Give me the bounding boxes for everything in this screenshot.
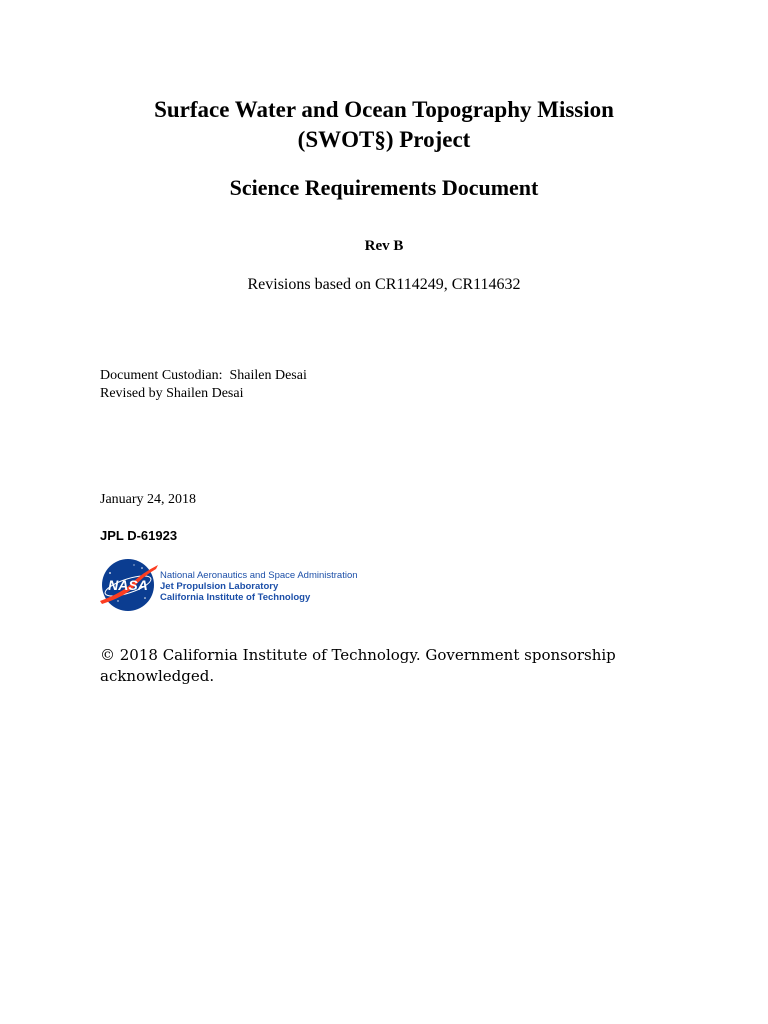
copyright-notice: © 2018 California Institute of Technology. Government sponsorship acknowledged. bbox=[100, 646, 616, 685]
nasa-meatball-icon bbox=[98, 557, 158, 613]
logo-line-nasa: National Aeronautics and Space Administration bbox=[160, 570, 358, 581]
document-date: January 24, 2018 bbox=[100, 492, 197, 507]
nasa-logotype: NASA bbox=[108, 577, 148, 593]
logo-line-jpl: Jet Propulsion Laboratory bbox=[160, 581, 279, 592]
revised-by: Revised by Shailen Desai bbox=[100, 386, 244, 401]
title-line-1: Surface Water and Ocean Topography Mission bbox=[154, 97, 614, 122]
revisions-note: Revisions based on CR114249, CR114632 bbox=[247, 276, 521, 293]
title-line-2: (SWOT§) Project bbox=[297, 127, 471, 152]
logo-line-caltech: California Institute of Technology bbox=[160, 592, 311, 603]
nasa-jpl-logo bbox=[98, 557, 358, 615]
document-custodian: Document Custodian: Shailen Desai bbox=[100, 368, 307, 383]
revision-label: Rev B bbox=[364, 238, 404, 254]
document-number: JPL D-61923 bbox=[100, 528, 178, 543]
logo-text bbox=[160, 570, 358, 603]
document-subtitle: Science Requirements Document bbox=[229, 175, 539, 200]
